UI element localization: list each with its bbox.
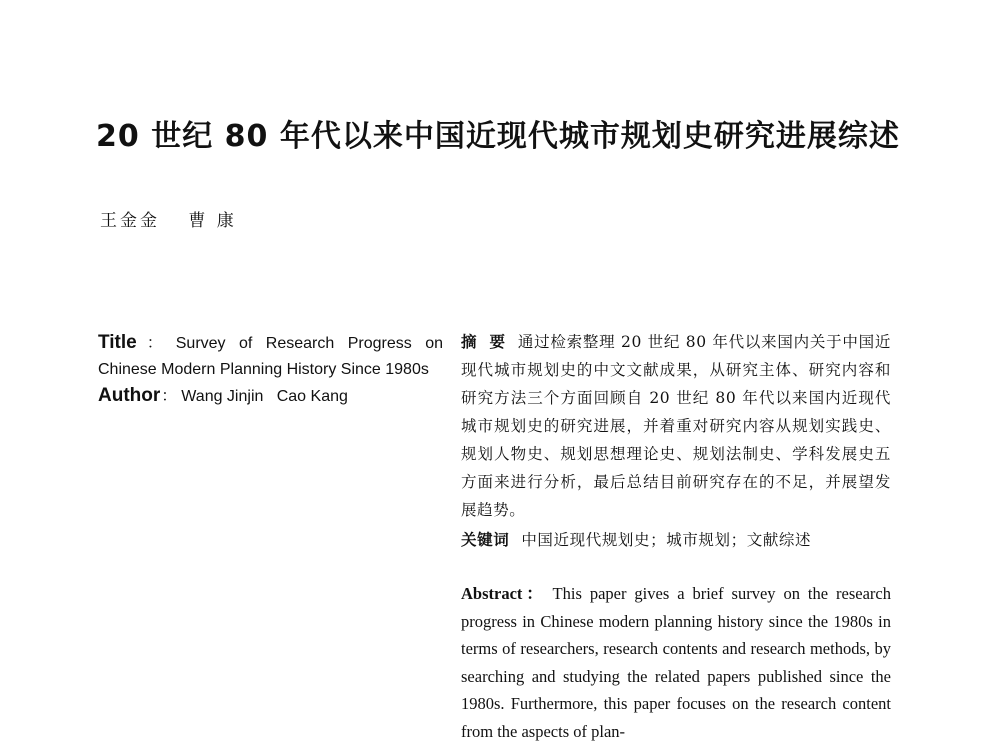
abstract-column xyxy=(461,328,891,745)
keywords xyxy=(461,526,891,554)
chinese-abstract xyxy=(461,328,891,524)
chinese-abstract-label: 摘 要 xyxy=(461,333,506,351)
chinese-abstract-text: 通过检索整理 20 世纪 80 年代以来国内关于中国近现代城市规划史的中文文献成果，从研究主体、研究内容和研究方法三个方面回顾自 20 世纪 80 年代以来国内近现代城市规划史的研究进展，并着重对研究内容从规划实践史、规划人物史、规划思想理论史、规划法制史、学科发展史五方面来进行分析，最后总结目前研究存在的不足，并展望发展趋势。 xyxy=(461,333,891,519)
keywords-label: 关键词 xyxy=(461,531,510,549)
english-title-block xyxy=(98,330,443,383)
author-label: Author xyxy=(98,385,161,406)
author-name: 曹 康 xyxy=(188,211,237,231)
author-name: 王金金 xyxy=(100,211,160,231)
english-abstract xyxy=(461,580,891,745)
english-metadata xyxy=(98,330,443,410)
title-separator: ： xyxy=(137,335,172,352)
author-list xyxy=(100,206,257,231)
english-author-block xyxy=(98,383,443,410)
keywords-text: 中国近现代规划史；城市规划；文献综述 xyxy=(521,531,812,549)
english-abstract-label: Abstract： xyxy=(461,584,547,603)
english-authors: Wang Jinjin Cao Kang xyxy=(181,388,348,405)
title-label: Title xyxy=(98,332,137,353)
english-title: Survey of Research Progress on Chinese Modern Planning History Since 1980s xyxy=(98,335,443,378)
paper-title: 20 世纪 80 年代以来中国近现代城市规划史研究进展综述 xyxy=(96,119,900,154)
author-separator: ： xyxy=(161,388,178,405)
english-abstract-text: This paper gives a brief survey on the research progress in Chinese modern planning history since the 1980s in terms of researchers, research contents and research methods, by searching and studying the related papers published since the 1980s. Furthermore, this paper focuses on the research content from the aspects of plan- xyxy=(461,584,891,741)
